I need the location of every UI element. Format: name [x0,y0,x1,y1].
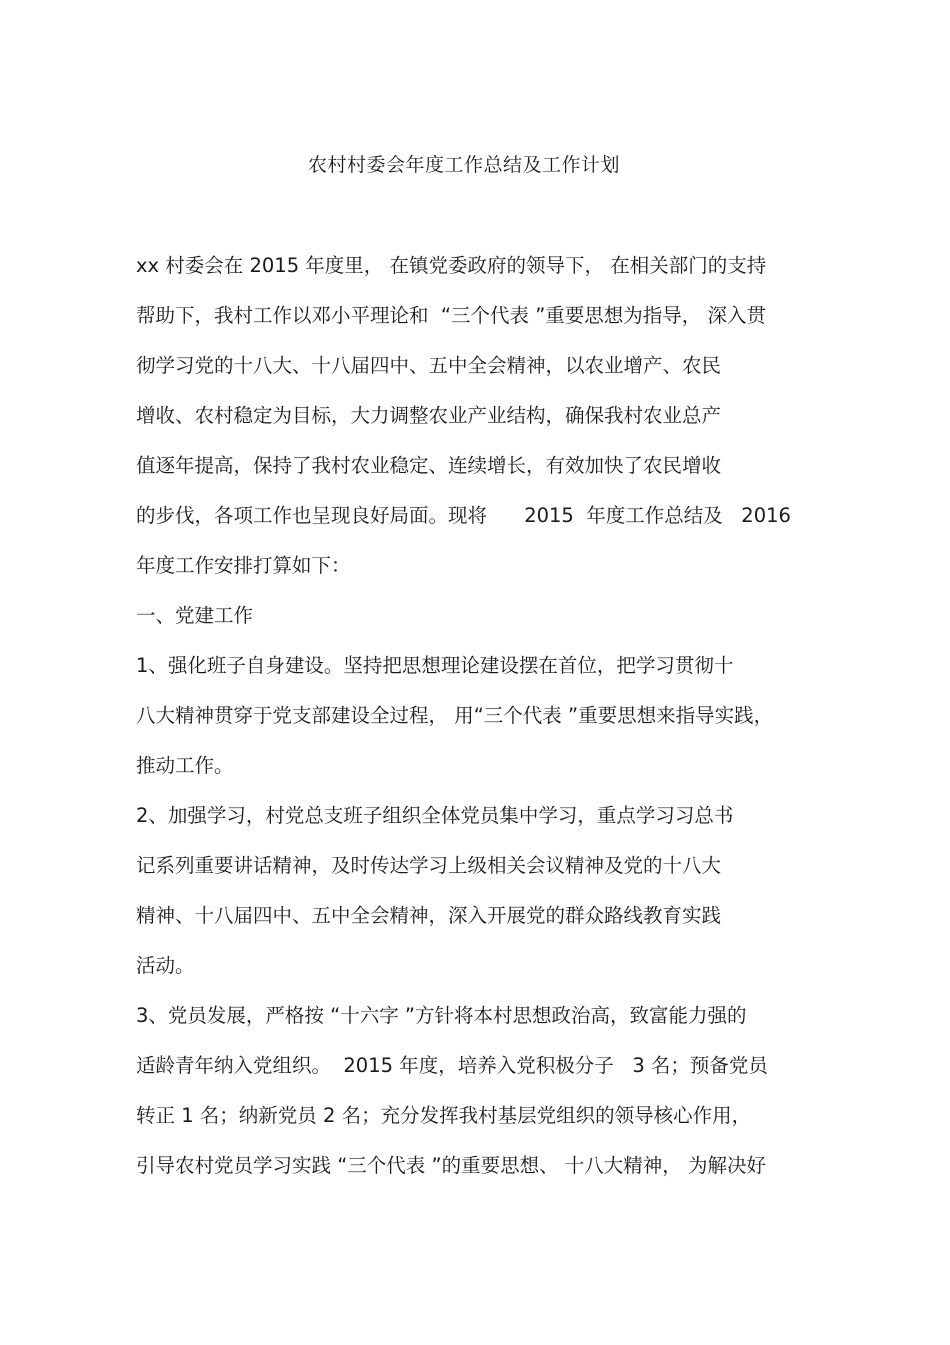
paragraph-line: 1、强化班子自身建设。坚持把思想理论建设摆在首位，把学习贯彻十 [136,654,734,677]
paragraph-line: 值逐年提高，保持了我村农业稳定、连续增长，有效加快了农民增收 [136,454,722,477]
paragraph-line: 记系列重要讲话精神，及时传达学习上级相关会议精神及党的十八大 [136,854,722,877]
paragraph-line: 帮助下，我村工作以邓小平理论和 “三个代表 ”重要思想为指导， 深入贯 [136,304,766,327]
paragraph-line: 引导农村党员学习实践 “三个代表 ”的重要思想、 十八大精神， 为解决好 [136,1154,766,1177]
paragraph-line: 3、党员发展，严格按 “十六字 ”方针将本村思想政治高，致富能力强的 [136,1004,747,1027]
paragraph-line: 的步伐，各项工作也呈现良好局面。现将 2015 年度工作总结及 2016 [136,504,791,527]
paragraph-line: xx 村委会在 2015 年度里， 在镇党委政府的领导下， 在相关部门的支持 [136,254,767,277]
paragraph-line: 年度工作安排打算如下： [136,554,351,577]
paragraph-line: 2、加强学习，村党总支班子组织全体党员集中学习，重点学习习总书 [136,804,734,827]
paragraph-line: 精神、十八届四中、五中全会精神，深入开展党的群众路线教育实践 [136,904,722,927]
paragraph-line: 转正 1 名；纳新党员 2 名；充分发挥我村基层党组织的领导核心作用， [136,1104,752,1127]
section-heading: 一、党建工作 [136,604,254,627]
paragraph-line: 增收、农村稳定为目标，大力调整农业产业结构，确保我村农业总产 [136,404,722,427]
document-body [136,252,836,1202]
paragraph-line: 适龄青年纳入党组织。 2015 年度，培养入党积极分子 3 名；预备党员 [136,1054,768,1077]
paragraph-line: 推动工作。 [136,754,234,777]
paragraph-line: 活动。 [136,954,195,977]
document-title: 农村村委会年度工作总结及工作计划 [307,154,620,176]
paragraph-line: 彻学习党的十八大、十八届四中、五中全会精神，以农业增产、农民 [136,354,722,377]
paragraph-line: 八大精神贯穿于党支部建设全过程， 用“三个代表 ”重要思想来指导实践， [136,704,774,727]
